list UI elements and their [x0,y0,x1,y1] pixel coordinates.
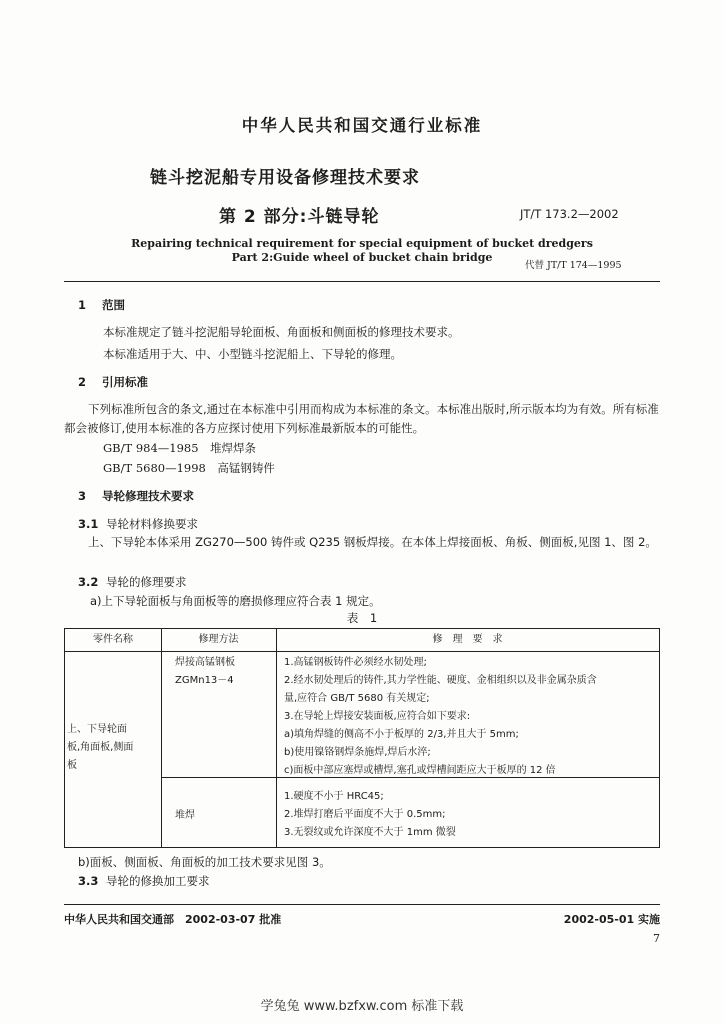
implementation-date: 2002-05-01 实施 [563,913,660,926]
section-3-1-title: 导轮材料修换要求 [106,517,198,531]
table-cell-method-2: 堆焊 [175,810,195,821]
requirement-line: 2.堆焊打磨后平面度不大于 0.5mm; [284,809,446,820]
section-3-3-number: 3.3 [78,874,99,888]
section-3-2-heading [78,574,187,590]
table-caption: 表 1 [346,611,378,625]
site-watermark: 学兔兔 www.bzfxw.com 标准下载 [260,999,464,1014]
section-3-2-title: 导轮的修理要求 [106,575,187,589]
page-number: 7 [653,932,660,945]
reference-standard-1: GB/T 984—1985 堆焊焊条 [103,441,257,455]
table-1 [64,628,660,848]
section-2-title: 引用标准 [102,375,148,389]
requirement-line: c)面板中部应塞焊或槽焊,塞孔或焊槽间距应大于板厚的 12 倍 [284,765,556,776]
section-1-title: 范围 [102,298,125,312]
section-3-2-item-b: b)面板、侧面板、角面板的加工技术要求见图 3。 [78,855,331,869]
english-title-line-2: Part 2:Guide wheel of bucket chain bridge [231,251,493,264]
requirement-line: b)使用镍铬钢焊条施焊,焊后水淬; [284,747,431,758]
section-3-2-item-a: a)上下导轮面板与角面板等的磨损修理应符合表 1 规定。 [90,594,381,608]
method-line: ZGMn13－4 [175,675,234,686]
section-3-1-number: 3.1 [78,517,99,531]
replaces-standard: 代替 JT/T 174—1995 [525,260,622,271]
approval-line: 中华人民共和国交通部 2002-03-07 批准 [64,913,282,926]
requirement-line: 1.硬度不小于 HRC45; [284,791,384,802]
section-1-number: 1 [78,298,87,312]
document-part-title: 第 2 部分:斗链导轮 [219,207,380,227]
reference-standard-2: GB/T 5680—1998 高锰钢铸件 [103,461,275,475]
requirement-line: 量,应符合 GB/T 5680 有关规定; [284,693,430,704]
table-header-method: 修理方法 [198,634,239,645]
section-3-2-number: 3.2 [78,575,99,589]
requirement-line: 3.无裂纹或允许深度不大于 1mm 微裂 [284,827,456,838]
table-cell-method-1 [175,654,235,690]
table-header-divider [65,651,659,652]
section-3-1-heading [78,516,198,532]
document-title: 链斗挖泥船专用设备修理技术要求 [150,168,420,188]
english-title-line-1: Repairing technical requirement for special equipment of bucket dredgers [131,237,593,250]
table-cell-requirements-2 [284,788,456,842]
section-3-3-title: 导轮的修换加工要求 [106,874,210,888]
header-rule [64,281,660,282]
section-2-number: 2 [78,375,87,389]
section-3-heading [78,488,194,504]
standard-number: JT/T 173.2—2002 [520,207,619,221]
requirement-line: a)填角焊缝的侧高不小于板厚的 2/3,并且大于 5mm; [284,729,519,740]
section-1-heading [78,297,125,313]
table-column-divider [161,629,162,847]
requirement-line: 2.经水韧处理后的铸件,其力学性能、硬度、金相组织以及非金属杂质含 [284,675,597,686]
section-3-number: 3 [78,489,87,503]
section-1-paragraph-1: 本标准规定了链斗挖泥船导轮面板、角面板和侧面板的修理技术要求。 [103,325,460,339]
table-cell-part-name [67,721,133,775]
section-3-1-paragraph: 上、下导轮本体采用 ZG270—500 铸件或 Q235 钢板焊接。在本体上焊接面板、角板、侧面板,见图 1、图 2。 [88,535,657,549]
section-3-title: 导轮修理技术要求 [102,489,194,503]
requirement-line: 1.高锰钢板铸件必须经水韧处理; [284,657,427,668]
section-1-paragraph-2: 本标准适用于大、中、小型链斗挖泥船上、下导轮的修理。 [103,347,402,361]
part-name-line: 板 [67,760,77,771]
table-header-part-name: 零件名称 [93,634,133,645]
method-line: 焊接高锰钢板 [175,657,235,668]
part-name-line: 板,角面板,侧面 [67,742,134,753]
section-3-3-heading [78,873,210,889]
table-column-divider [276,629,277,847]
section-2-paragraph: 下列标准所包含的条文,通过在本标准中引用而构成为本标准的条文。本标准出版时,所示版本均为有效。所有标准都会被修订,使用本标准的各方应探讨使用下列标准最新版本的可能性。 [64,402,659,435]
issuing-authority: 中华人民共和国交通行业标准 [241,116,483,135]
section-2-heading [78,374,148,390]
table-header-requirements: 修 理 要 求 [432,634,503,645]
footer-rule [64,904,660,905]
requirement-line: 3.在导轮上焊接安装面板,应符合如下要求: [284,711,471,722]
part-name-line: 上、下导轮面 [67,724,127,735]
table-cell-requirements-1 [284,654,597,780]
